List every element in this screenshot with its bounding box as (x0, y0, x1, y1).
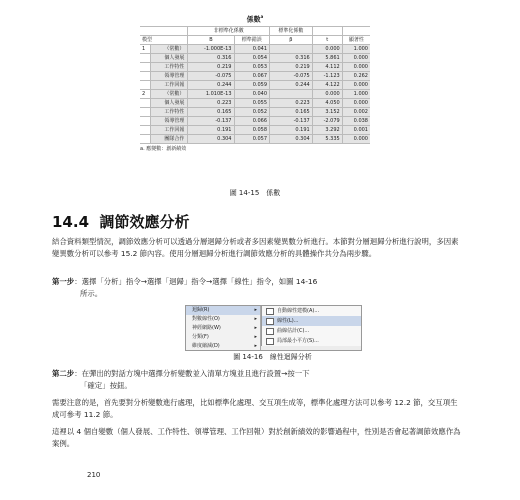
table-row (140, 63, 370, 72)
table-row (140, 126, 370, 135)
model-header: 模型 (140, 36, 188, 45)
submenu-arrow-icon: ▸ (254, 316, 257, 322)
beta-value: -0.137 (270, 117, 313, 126)
coefficients-table-block (140, 14, 370, 152)
t-value: 0.000 (312, 90, 342, 99)
t-value: -2.079 (312, 117, 342, 126)
se-value: 0.053 (234, 63, 270, 72)
table-row (140, 117, 370, 126)
b-value: -1.000E-13 (188, 45, 234, 54)
model-cell: 2 (140, 90, 151, 99)
table-title: 係數$^a$ (246, 14, 264, 24)
se-value: 0.041 (234, 45, 270, 54)
table-row (140, 72, 370, 81)
t-value: 5.335 (312, 135, 342, 144)
submenu-arrow-icon: ▸ (254, 343, 257, 349)
table-row (140, 54, 370, 63)
regression-icon (266, 318, 274, 325)
table-row (140, 45, 370, 54)
beta-header: β (270, 36, 313, 45)
submenu-item[interactable] (262, 306, 362, 316)
section-title: 調節效應分析 (99, 213, 190, 231)
variable-label: 個人發展 (151, 54, 188, 63)
step-two (52, 368, 464, 391)
submenu-item-label: 自動線性建模(A)... (277, 308, 320, 314)
variable-label: 團隊合作 (151, 135, 188, 144)
se-value: 0.058 (234, 126, 270, 135)
beta-value: 0.219 (270, 63, 313, 72)
model-cell (140, 81, 151, 90)
regression-icon (266, 328, 274, 335)
se-value: 0.066 (234, 117, 270, 126)
model-cell (140, 72, 151, 81)
sig-value: 0.038 (342, 117, 370, 126)
variable-label: 工作特性 (151, 63, 188, 72)
regression-menu-screenshot (185, 305, 362, 351)
submenu-item[interactable] (262, 336, 362, 346)
step-two-text-cont: 「確定」按鈕。 (80, 380, 132, 390)
sig-value: 1.000 (342, 90, 370, 99)
paragraph-note: 需要注意的是，首先要對分析變數進行處理，比如標準化處理、交互項生成等，標準化處理方法可以參考 12.2 節，交互項生成可參考 11.2 節。 (52, 398, 458, 419)
menu-item-label: 迴歸(R) (192, 307, 210, 313)
beta-value: 0.304 (270, 135, 313, 144)
b-value: 0.304 (188, 135, 234, 144)
model-cell: 1 (140, 45, 151, 54)
menu-item[interactable] (186, 315, 260, 324)
sig-value: 0.000 (342, 63, 370, 72)
sig-value: 0.001 (342, 126, 370, 135)
table-row (140, 135, 370, 144)
variable-label: 領導管理 (151, 72, 188, 81)
section-heading (52, 211, 189, 232)
t-value: 3.292 (312, 126, 342, 135)
submenu-item-label: 線性(L)... (277, 318, 299, 324)
beta-value: 0.244 (270, 81, 313, 90)
unstd-header: 非標準化係數 (188, 27, 270, 36)
submenu-item[interactable] (262, 316, 362, 326)
se-value: 0.054 (234, 54, 270, 63)
sig-value: 0.000 (342, 81, 370, 90)
se-value: 0.055 (234, 99, 270, 108)
sig-value: 0.000 (342, 54, 370, 63)
submenu-item[interactable] (262, 326, 362, 336)
regression-icon (266, 308, 274, 315)
submenu-item-label: 曲線估計(C)... (277, 328, 310, 334)
t-value: 4.112 (312, 63, 342, 72)
table-row (140, 81, 370, 90)
variable-label: 工作回報 (151, 126, 188, 135)
analyze-menu (186, 306, 261, 351)
submenu-arrow-icon: ▸ (254, 307, 257, 313)
se-value: 0.040 (234, 90, 270, 99)
step-one-text-cont: 所示。 (80, 288, 103, 298)
sig-value: 0.002 (342, 108, 370, 117)
beta-value: 0.316 (270, 54, 313, 63)
beta-value (270, 90, 313, 99)
model-cell (140, 63, 151, 72)
menu-item[interactable] (186, 324, 260, 333)
t-value: 5.861 (312, 54, 342, 63)
t-header: t (312, 36, 342, 45)
table-row (140, 108, 370, 117)
menu-item[interactable] (186, 306, 260, 315)
sig-value: 0.000 (342, 135, 370, 144)
t-value: 4.050 (312, 99, 342, 108)
step-two-label: 第二步 (52, 369, 75, 378)
page-number: 210 (87, 471, 101, 479)
model-cell (140, 126, 151, 135)
section-number: 14.4 (52, 213, 90, 231)
submenu-arrow-icon: ▸ (254, 325, 257, 331)
variable-label: （常數） (151, 90, 188, 99)
b-value: 0.165 (188, 108, 234, 117)
model-cell (140, 54, 151, 63)
paragraph-intro: 結合資料類型情況，調節效應分析可以透過分層迴歸分析或者多因素變異數分析進行。本節對分層迴歸分析進行說明，多因素變異數分析可以參考 15.2 節內容。使用分層迴歸分析進行調節效應分析的具體操作共分為兩步驟。 (52, 237, 459, 258)
paragraph-case: 這裡以 4 個自變數（個人發展、工作特性、領導管理、工作回報）對於創新績效的影響過程中，性別是否會起著調節效應作為案例。 (52, 427, 461, 448)
step-one-text: ：選擇「分析」指令→選擇「迴歸」指令→選擇「線性」指令，如圖 14-16 (74, 277, 318, 286)
b-value: 0.219 (188, 63, 234, 72)
std-header: 標準化係數 (270, 27, 313, 36)
sig-value: 0.262 (342, 72, 370, 81)
figure-caption-14-16: 圖 14-16 線性迴歸分析 (233, 353, 312, 361)
beta-value: 0.165 (270, 108, 313, 117)
table-row (140, 90, 370, 99)
beta-value: -0.075 (270, 72, 313, 81)
sig-value: 0.000 (342, 99, 370, 108)
b-header: B (188, 36, 234, 45)
sig-value: 1.000 (342, 45, 370, 54)
figure-caption-14-15: 圖 14-15 係數 (229, 189, 281, 197)
step-one-label: 第一步 (52, 277, 75, 286)
variable-label: 工作回報 (151, 81, 188, 90)
b-value: 1.010E-13 (188, 90, 234, 99)
sig-header: 顯著性 (342, 36, 370, 45)
menu-item-label: 分類(F) (192, 334, 209, 340)
t-value: 4.122 (312, 81, 342, 90)
menu-item-label: 對數線性(O) (192, 316, 220, 322)
b-value: 0.223 (188, 99, 234, 108)
beta-value: 0.223 (270, 99, 313, 108)
menu-item-label: 維度縮減(D) (192, 343, 220, 349)
submenu-arrow-icon: ▸ (254, 334, 257, 340)
step-one (52, 276, 464, 299)
model-cell (140, 99, 151, 108)
regression-submenu (261, 306, 362, 346)
b-value: 0.244 (188, 81, 234, 90)
model-cell (140, 108, 151, 117)
regression-icon (266, 338, 274, 345)
t-value: -1.123 (312, 72, 342, 81)
model-cell (140, 135, 151, 144)
menu-item[interactable] (186, 342, 260, 351)
t-value: 0.000 (312, 45, 342, 54)
step-two-text: ：在彈出的對話方塊中選擇分析變數並入清單方塊並且進行設置→按一下 (74, 369, 310, 378)
model-cell (140, 117, 151, 126)
b-value: 0.316 (188, 54, 234, 63)
menu-item[interactable] (186, 333, 260, 342)
se-header: 標準錯誤 (234, 36, 270, 45)
se-value: 0.059 (234, 81, 270, 90)
b-value: -0.137 (188, 117, 234, 126)
se-value: 0.057 (234, 135, 270, 144)
submenu-item-label: 局部最小平方(S)... (277, 338, 319, 344)
b-value: 0.191 (188, 126, 234, 135)
se-value: 0.067 (234, 72, 270, 81)
variable-label: 領導管理 (151, 117, 188, 126)
table-footnote: a. 應變數：創新績效 (140, 146, 187, 153)
variable-label: 工作特性 (151, 108, 188, 117)
variable-label: 個人發展 (151, 99, 188, 108)
b-value: -0.075 (188, 72, 234, 81)
menu-item-label: 神經網路(W) (192, 325, 221, 331)
coefficients-table (140, 26, 370, 144)
t-value: 3.152 (312, 108, 342, 117)
beta-value (270, 45, 313, 54)
variable-label: （常數） (151, 45, 188, 54)
table-row (140, 99, 370, 108)
se-value: 0.052 (234, 108, 270, 117)
beta-value: 0.191 (270, 126, 313, 135)
